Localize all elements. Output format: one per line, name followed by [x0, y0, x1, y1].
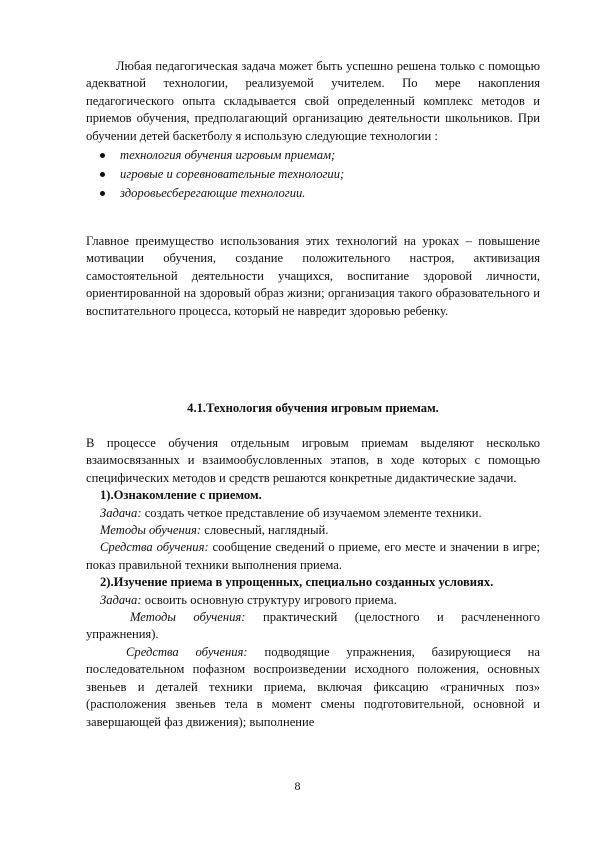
bullet-icon — [100, 191, 105, 196]
technology-list — [86, 146, 540, 204]
intro-paragraph: Любая педагогическая задача может быть успешно решена только с помощью адекватной технологии, реализуемой учителем. По мере накопления педагогического опыта складывается свой определенный комплекс методов и приемов обучения, предполагающий организацию деятельности школьников. При обучении детей баскетболу я использую следующие технологии : — [86, 59, 540, 143]
stage2-title: 2).Изучение приема в упрощенных, специально созданных условиях. — [100, 575, 494, 590]
bullet-icon — [100, 153, 105, 158]
page-number: 8 — [294, 779, 301, 793]
section-body — [86, 435, 540, 731]
stage2-means: Средства обучения: подводящие упражнения, базирующиеся на последовательном пофазном воспроизведении исходного положения, основных звеньев и деталей техники приема, включая фиксацию «граничных поз» (расположения звеньев тела в момент смены подготовительной, основной и завершающей фаз движения); выполнение — [86, 644, 541, 729]
stage1-task: Задача: создать четкое представление об изучаемом элементе техники. — [100, 505, 482, 520]
bullet-icon — [100, 172, 105, 177]
list-item: технология обучения игровым приемам; — [86, 146, 540, 165]
list-item: игровые и соревновательные технологии; — [86, 165, 540, 184]
stage2-methods: Методы обучения: практический (целостного и расчлененного упражнения). — [86, 610, 540, 642]
advantage-block — [86, 233, 540, 320]
stage1-methods: Методы обучения: словесный, наглядный. — [100, 523, 329, 538]
stage1-title: 1).Ознакомление с приемом. — [100, 488, 262, 503]
list-item: здоровьесберегающие технологии. — [86, 184, 540, 203]
stage2-task: Задача: освоить основную структуру игрового приема. — [100, 592, 397, 607]
advantage-paragraph: Главное преимущество использования этих технологий на уроках – повышение мотивации обучения, создание положительного настроя, активизация самостоятельной деятельности учащихся, воспитание здоровой личности, ориентированной на здоровый образ жизни; организация такого образовательного и воспитательного процесса, который не навредит здоровью ребенку. — [86, 234, 540, 318]
intro-block — [86, 58, 540, 204]
stage1-means: Средства обучения: сообщение сведений о приеме, его месте и значении в игре; показ правильной техники выполнения приема. — [86, 540, 540, 572]
section-heading: 4.1.Технология обучения игровым приемам. — [187, 401, 439, 415]
section-intro-paragraph: В процессе обучения отдельным игровым приемам выделяют несколько взаимосвязанных и взаимообусловленных этапов, в ходе которых с помощью специфических методов и средств решаются конкретные дидактические задачи. — [86, 436, 540, 485]
